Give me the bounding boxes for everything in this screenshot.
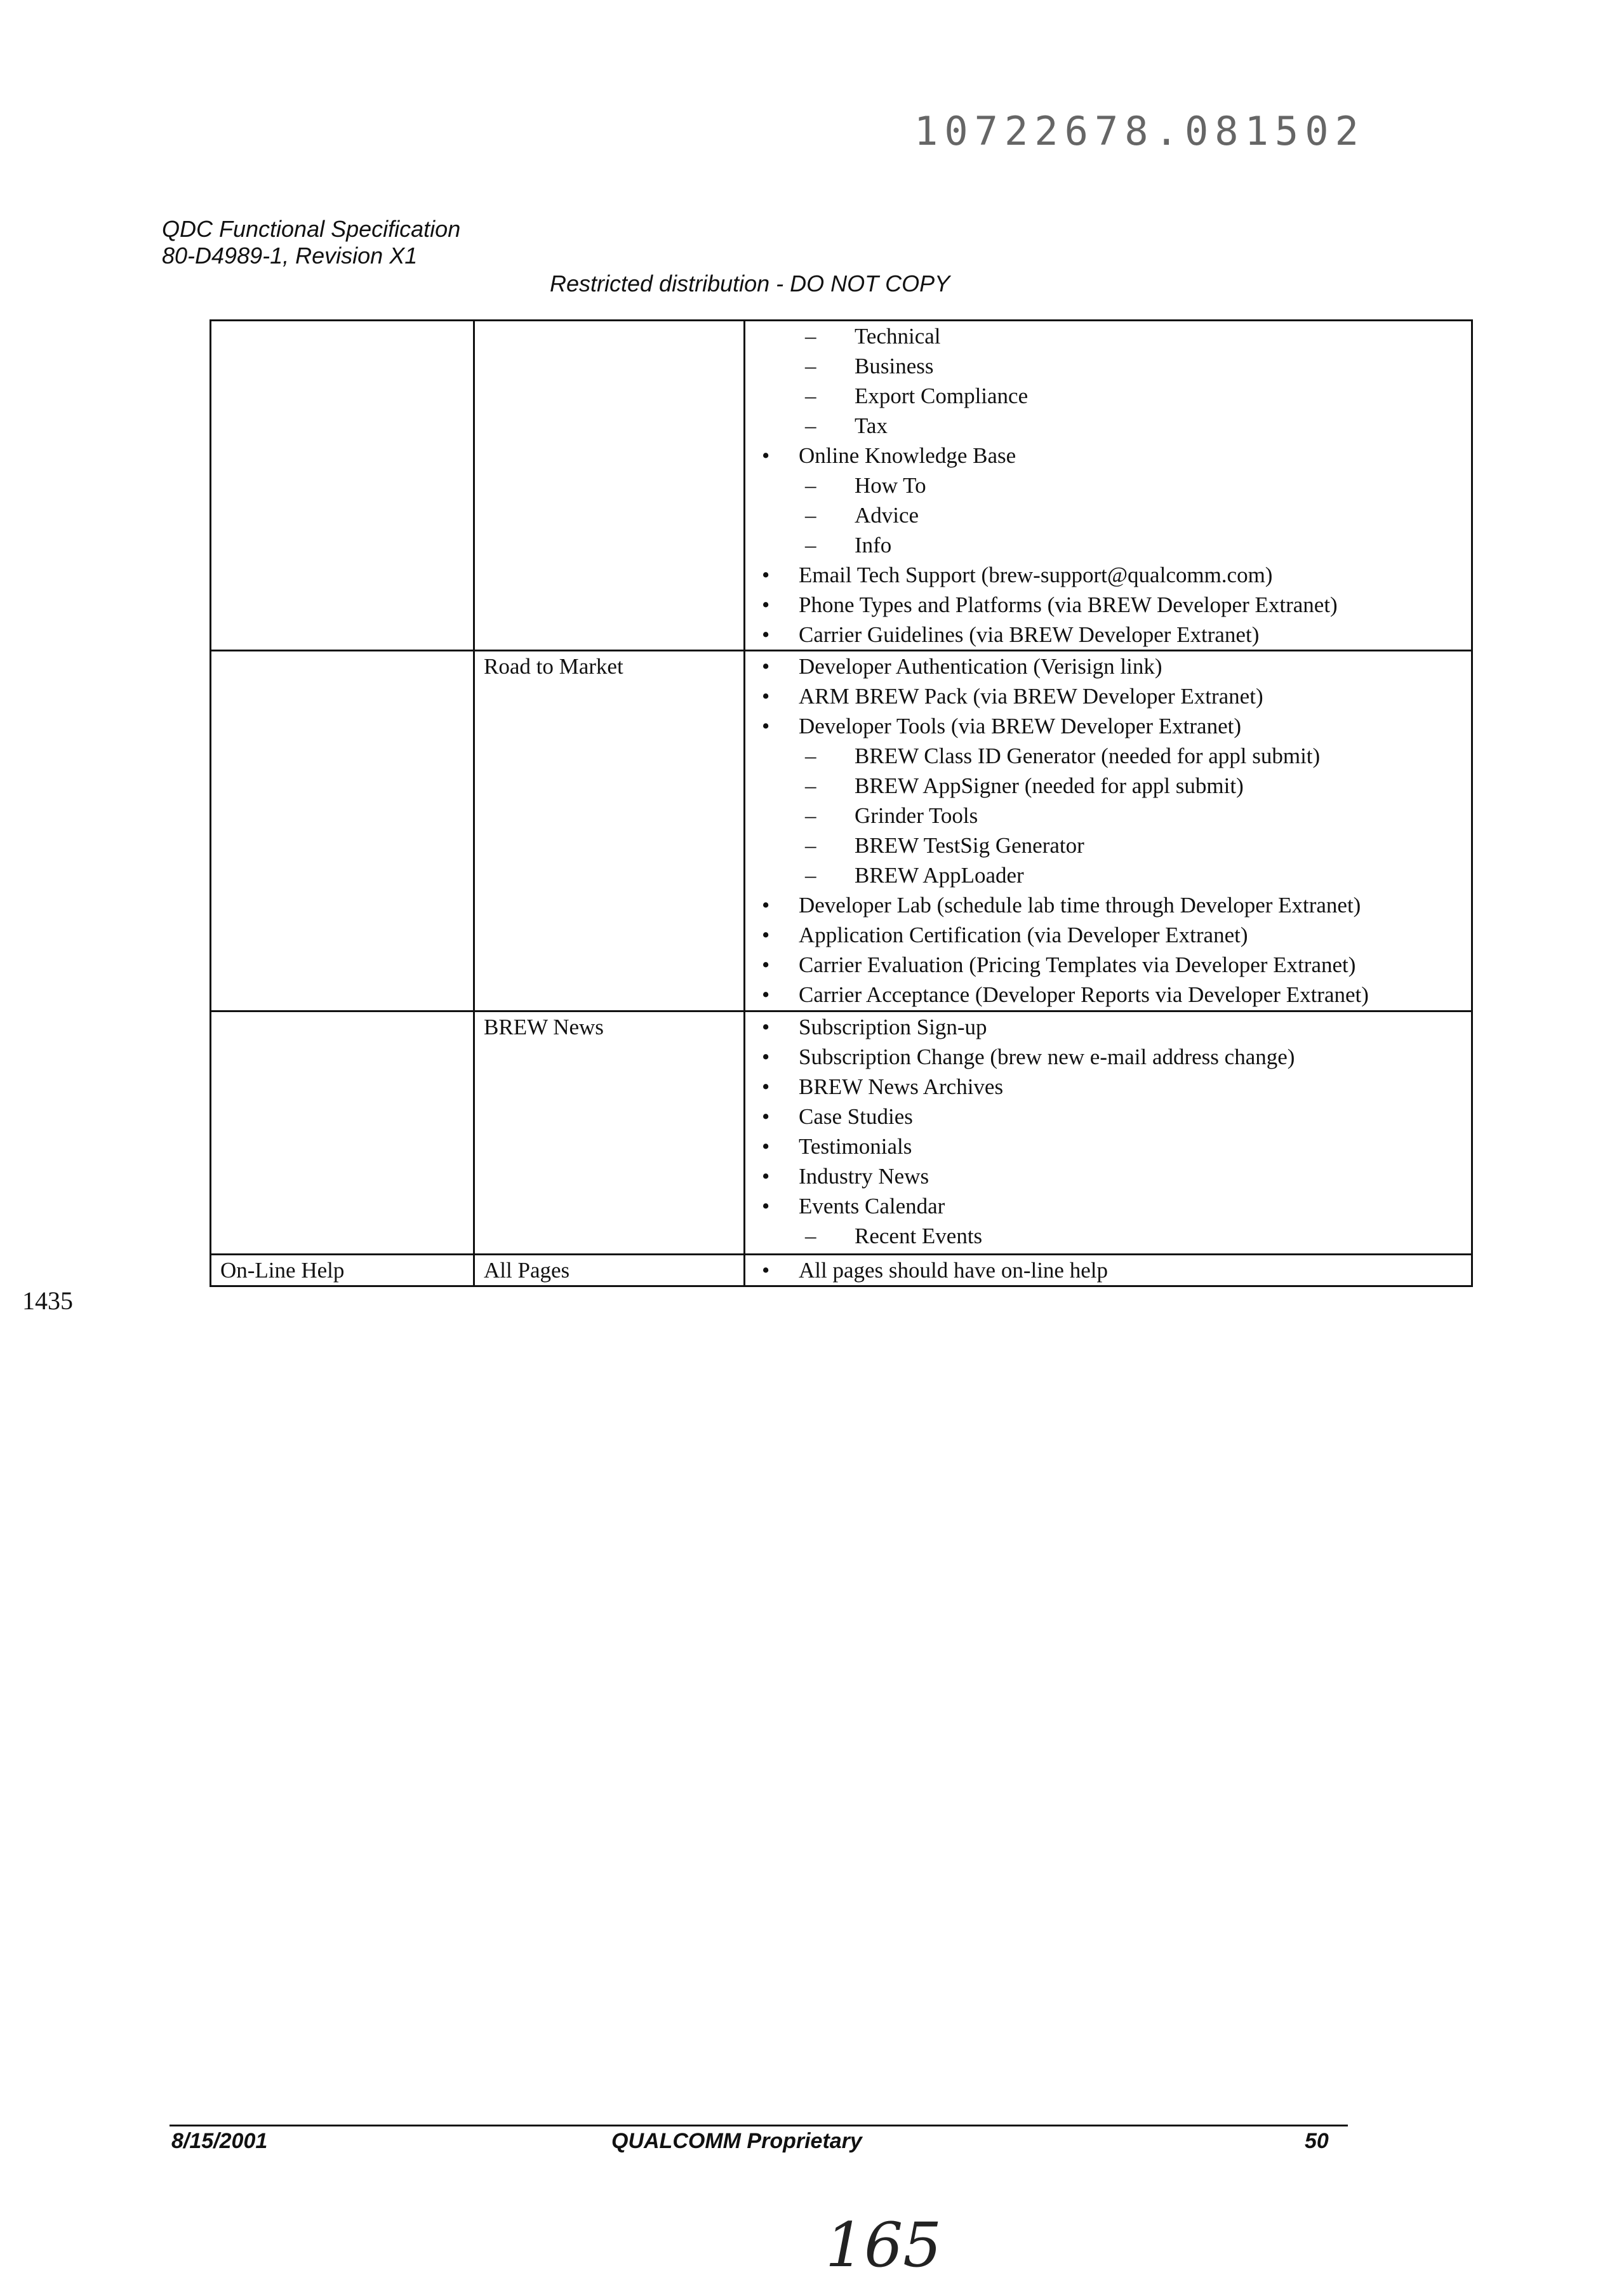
list-item-text: Technical bbox=[855, 324, 941, 349]
bullet-icon: • bbox=[762, 890, 799, 920]
list-item-text: Subscription Sign-up bbox=[799, 1015, 987, 1039]
footer-rule bbox=[170, 2125, 1348, 2126]
restriction-notice: Restricted distribution - DO NOT COPY bbox=[550, 270, 950, 297]
footer-page-number: 50 bbox=[1305, 2129, 1329, 2154]
list-item bbox=[754, 1072, 1462, 1102]
dash-icon: – bbox=[805, 321, 855, 351]
table-row bbox=[211, 651, 1472, 1011]
list-item bbox=[754, 590, 1462, 620]
list-item bbox=[754, 920, 1462, 950]
list-item-text: Subscription Change (brew new e-mail address change) bbox=[799, 1045, 1295, 1069]
table-row bbox=[211, 1011, 1472, 1255]
content-cell bbox=[745, 1255, 1472, 1286]
bullet-icon: • bbox=[762, 681, 799, 711]
list-item-text: BREW TestSig Generator bbox=[855, 833, 1084, 858]
handwritten-page-number: 165 bbox=[825, 2210, 942, 2281]
list-item bbox=[754, 560, 1462, 590]
list-item-text: Carrier Acceptance (Developer Reports via Developer Extranet) bbox=[799, 982, 1369, 1007]
list-item-text: BREW Class ID Generator (needed for appl submit) bbox=[855, 744, 1320, 768]
content-cell bbox=[745, 321, 1472, 651]
table-row bbox=[211, 321, 1472, 651]
list-item bbox=[754, 1131, 1462, 1161]
list-item bbox=[754, 651, 1462, 681]
bullet-icon: • bbox=[762, 950, 799, 980]
dash-icon: – bbox=[805, 530, 855, 560]
list-item bbox=[754, 950, 1462, 980]
page-cell bbox=[474, 321, 745, 651]
list-item bbox=[754, 890, 1462, 920]
list-item-text: How To bbox=[855, 473, 926, 498]
dash-icon: – bbox=[805, 381, 855, 411]
document-control-stamp: 10722678.081502 bbox=[914, 108, 1365, 154]
list-item-text: Info bbox=[855, 533, 891, 557]
dash-icon: – bbox=[805, 741, 855, 771]
list-item bbox=[754, 831, 1462, 860]
list-item bbox=[754, 860, 1462, 890]
page-cell: All Pages bbox=[474, 1255, 745, 1286]
footer-proprietary: QUALCOMM Proprietary bbox=[611, 2129, 862, 2154]
list-item-text: Industry News bbox=[799, 1164, 929, 1189]
bullet-icon: • bbox=[762, 590, 799, 620]
list-item bbox=[754, 1161, 1462, 1191]
list-item-text: Tax bbox=[855, 413, 888, 438]
table-row bbox=[211, 1255, 1472, 1286]
list-item-text: BREW AppSigner (needed for appl submit) bbox=[855, 773, 1244, 798]
bullet-icon: • bbox=[762, 1012, 799, 1042]
list-item bbox=[754, 1102, 1462, 1131]
dash-icon: – bbox=[805, 471, 855, 500]
list-item bbox=[754, 441, 1462, 471]
dash-icon: – bbox=[805, 500, 855, 530]
list-item-text: ARM BREW Pack (via BREW Developer Extranet) bbox=[799, 684, 1263, 709]
list-item-text: Carrier Guidelines (via BREW Developer Extranet) bbox=[799, 622, 1259, 647]
dash-icon: – bbox=[805, 860, 855, 890]
dash-icon: – bbox=[805, 771, 855, 801]
list-item bbox=[754, 381, 1462, 411]
content-cell bbox=[745, 1011, 1472, 1255]
list-item bbox=[754, 471, 1462, 500]
list-item bbox=[754, 711, 1462, 741]
list-item-text: BREW AppLoader bbox=[855, 863, 1024, 888]
list-item bbox=[754, 771, 1462, 801]
list-item-text: Carrier Evaluation (Pricing Templates via Developer Extranet) bbox=[799, 952, 1355, 977]
bullet-icon: • bbox=[762, 1131, 799, 1161]
doc-title: QDC Functional Specification bbox=[162, 216, 460, 243]
list-item bbox=[754, 1255, 1462, 1285]
bullet-icon: • bbox=[762, 1191, 799, 1221]
footer-date: 8/15/2001 bbox=[171, 2129, 267, 2154]
dash-icon: – bbox=[805, 801, 855, 831]
section-cell bbox=[211, 651, 474, 1011]
bullet-icon: • bbox=[762, 441, 799, 471]
list-item bbox=[754, 801, 1462, 831]
list-item-text: Developer Authentication (Verisign link) bbox=[799, 654, 1162, 679]
list-item bbox=[754, 1221, 1462, 1251]
list-item-text: Case Studies bbox=[799, 1104, 913, 1129]
bullet-icon: • bbox=[762, 651, 799, 681]
bullet-icon: • bbox=[762, 1072, 799, 1102]
bullet-icon: • bbox=[762, 920, 799, 950]
dash-icon: – bbox=[805, 831, 855, 860]
list-item-text: Business bbox=[855, 354, 933, 378]
margin-line-number: 1435 bbox=[22, 1286, 73, 1316]
list-item bbox=[754, 681, 1462, 711]
list-item bbox=[754, 500, 1462, 530]
bullet-icon: • bbox=[762, 1102, 799, 1131]
section-cell: On-Line Help bbox=[211, 1255, 474, 1286]
dash-icon: – bbox=[805, 1221, 855, 1251]
list-item bbox=[754, 1191, 1462, 1221]
doc-id: 80-D4989-1, Revision X1 bbox=[162, 243, 417, 269]
page-cell: Road to Market bbox=[474, 651, 745, 1011]
page-cell: BREW News bbox=[474, 1011, 745, 1255]
list-item-text: All pages should have on-line help bbox=[799, 1258, 1108, 1283]
bullet-icon: • bbox=[762, 711, 799, 741]
list-item-text: Grinder Tools bbox=[855, 803, 978, 828]
list-item bbox=[754, 620, 1462, 650]
bullet-icon: • bbox=[762, 980, 799, 1010]
bullet-icon: • bbox=[762, 1161, 799, 1191]
list-item bbox=[754, 741, 1462, 771]
dash-icon: – bbox=[805, 411, 855, 441]
section-cell bbox=[211, 1011, 474, 1255]
list-item-text: Export Compliance bbox=[855, 384, 1028, 408]
list-item-text: Advice bbox=[855, 503, 919, 528]
list-item-text: Testimonials bbox=[799, 1134, 912, 1159]
bullet-icon: • bbox=[762, 1042, 799, 1072]
list-item-text: Application Certification (via Developer Extranet) bbox=[799, 923, 1248, 947]
list-item-text: Developer Tools (via BREW Developer Extranet) bbox=[799, 714, 1241, 738]
list-item-text: Events Calendar bbox=[799, 1194, 945, 1218]
list-item-text: Developer Lab (schedule lab time through Developer Extranet) bbox=[799, 893, 1361, 918]
bullet-icon: • bbox=[762, 560, 799, 590]
list-item bbox=[754, 351, 1462, 381]
list-item bbox=[754, 980, 1462, 1010]
spec-table bbox=[210, 319, 1473, 1287]
content-cell bbox=[745, 651, 1472, 1011]
bullet-icon: • bbox=[762, 1255, 799, 1285]
list-item bbox=[754, 530, 1462, 560]
list-item-text: Online Knowledge Base bbox=[799, 443, 1016, 468]
list-item bbox=[754, 321, 1462, 351]
list-item bbox=[754, 1042, 1462, 1072]
bullet-icon: • bbox=[762, 620, 799, 650]
dash-icon: – bbox=[805, 351, 855, 381]
list-item bbox=[754, 1012, 1462, 1042]
list-item-text: Recent Events bbox=[855, 1224, 982, 1248]
list-item-text: Phone Types and Platforms (via BREW Developer Extranet) bbox=[799, 592, 1338, 617]
list-item-text: BREW News Archives bbox=[799, 1074, 1003, 1099]
section-cell bbox=[211, 321, 474, 651]
list-item bbox=[754, 411, 1462, 441]
list-item-text: Email Tech Support (brew-support@qualcomm.com) bbox=[799, 563, 1272, 587]
